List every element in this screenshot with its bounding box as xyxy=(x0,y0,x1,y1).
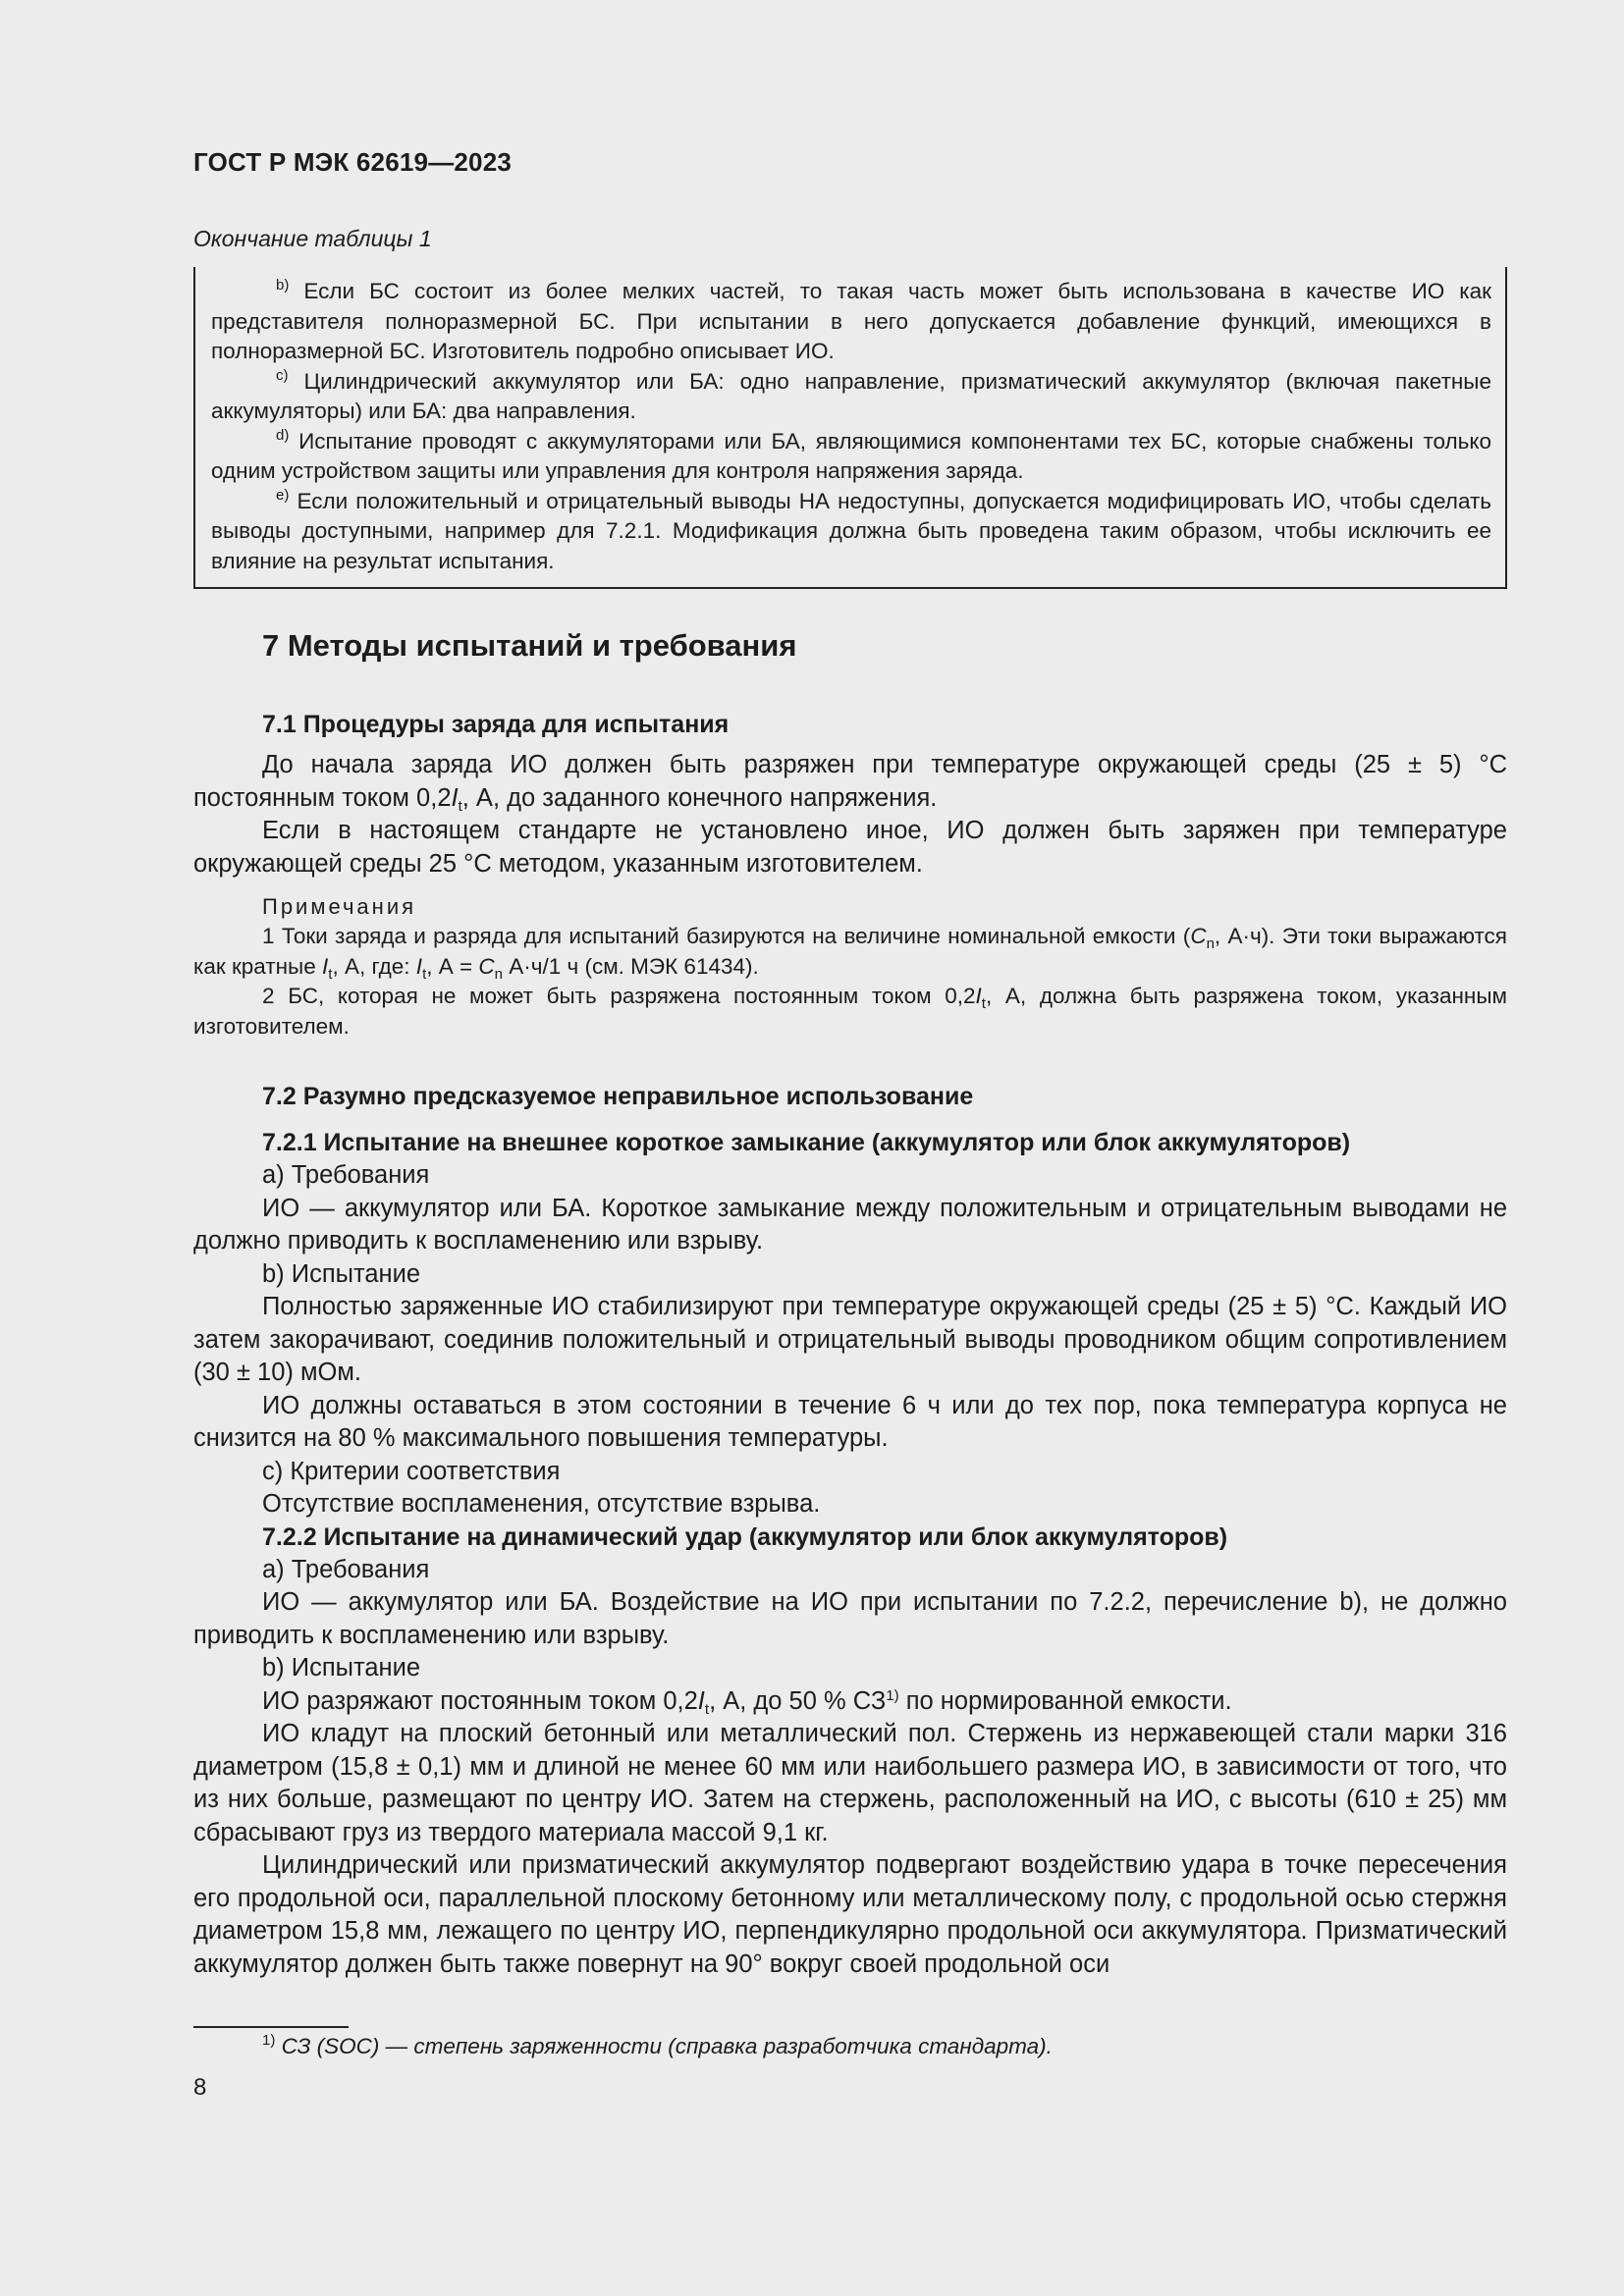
item-b-test: b) Испытание xyxy=(262,1259,421,1288)
table-note-c: $^{c)}$ Цилиндрический аккумулятор или БА: одно направление, призматический аккумулятор (включая пакетные аккумуляторы) или БА: два направления. xyxy=(211,366,1491,423)
note-1: 1 Токи заряда и разряда для испытаний базируются на величине номинальной емкости ($C_n$, А·ч). Эти токи выражаются как кратные $I_t$, А, где: $I_t$, $А = C_n$ А·ч/1 ч (см. МЭК 61434). xyxy=(193,924,1507,983)
requirements-7-2-2: ИО — аккумулятор или БА. Воздействие на ИО при испытании по 7.2.2, перечисление b), не должно приводить к воспламенению или взрыву. xyxy=(193,1588,1507,1649)
section-7-2-2-title: 7.2.2 Испытание на динамический удар (аккумулятор или блок аккумуляторов) xyxy=(262,1522,1228,1551)
page-number: 8 xyxy=(193,2074,207,2101)
item-a-requirements-2: a) Требования xyxy=(262,1555,430,1583)
item-b-test-2: b) Испытание xyxy=(262,1654,421,1682)
section-7-title: 7 Методы испытаний и требования xyxy=(262,628,797,663)
table-notes-box xyxy=(193,267,1507,589)
requirements-7-2-1: ИО — аккумулятор или БА. Короткое замыкание между положительным и отрицательным выводами не должно приводить к воспламенению или взрыву. xyxy=(193,1194,1507,1255)
table-note-e: $^{e)}$ Если положительный и отрицательный выводы НА недоступны, допускается модифицировать ИО, чтобы сделать выводы доступными, например для 7.2.1. Модификация должна быть проведена таким образом, чтобы исключить ее влияние на результат испытания. xyxy=(211,486,1491,573)
note-2: 2 БС, которая не может быть разряжена постоянным током $0,2I_t$, А, должна быть разряжена током, указанным изготовителем. xyxy=(193,984,1507,1039)
test-7-2-1-para-2: ИО должны оставаться в этом состоянии в течение 6 ч или до тех пор, пока температура корпуса не снизится на 80 % максимального повышения температуры. xyxy=(193,1391,1507,1452)
test-7-2-2-para-2: ИО кладут на плоский бетонный или металлический пол. Стержень из нержавеющей стали марки 316 диаметром (15,8 ± 0,1) мм и длиной не менее 60 мм или наибольшего размера ИО, в зависимости от того, что из них больше, размещают по центру ИО. Затем на стержень, расположенный на ИО, с высоты (610 ± 25) мм сбрасывают груз из твердого материала массой 9,1 кг. xyxy=(193,1720,1507,1846)
item-a-requirements: a) Требования xyxy=(262,1161,430,1189)
criteria-7-2-1: Отсутствие воспламенения, отсутствие взрыва. xyxy=(262,1490,821,1518)
footnote-separator xyxy=(193,2026,349,2028)
main-content xyxy=(193,616,1507,1981)
table-note-b: $^{b)}$ Если БС состоит из более мелких частей, то такая часть может быть использована в качестве ИО как представителя полноразмерной БС. При испытании в него допускается добавление функций, имеющихся в полноразмерной БС. Изготовитель подробно описывает ИО. xyxy=(211,277,1491,363)
paragraph-7-1-2: Если в настоящем стандарте не установлено иное, ИО должен быть заряжен при температуре окружающей среды 25 °С методом, указанным изготовителем. xyxy=(193,817,1507,878)
section-7-2-1-title: 7.2.1 Испытание на внешнее короткое замыкание (аккумулятор или блок аккумуляторов) xyxy=(262,1129,1351,1156)
test-7-2-2-para-1: ИО разряжают постоянным током $0,2I_t$, А, до 50 % СЗ$^{1)}$ по нормированной емкости. xyxy=(262,1686,1232,1718)
table-note-d: $^{d)}$ Испытание проводят с аккумуляторами или БА, являющимися компонентами тех БС, которые снабжены только одним устройством защиты или управления для контроля напряжения заряда. xyxy=(211,426,1491,483)
table-continuation-caption: Окончание таблицы 1 xyxy=(193,226,432,251)
footnote-1: $^{1)}$ СЗ (SOC) — степень заряженности (справка разработчика стандарта). xyxy=(262,2032,1053,2058)
test-7-2-1-para-1: Полностью заряженные ИО стабилизируют при температуре окружающей среды (25 ± 5) °С. Каждый ИО затем закорачивают, соединив положительный и отрицательный выводы проводником общим сопротивлением (30 ± 10) мОм. xyxy=(193,1293,1507,1386)
document-header: ГОСТ Р МЭК 62619—2023 xyxy=(193,147,513,177)
section-7-1-title: 7.1 Процедуры заряда для испытания xyxy=(262,711,730,738)
notes-heading: Примечания xyxy=(262,894,417,919)
paragraph-7-1-1: До начала заряда ИО должен быть разряжен при температуре окружающей среды (25 ± 5) °С постоянным током $0,2I_t$, А, до заданного конечного напряжения. xyxy=(193,751,1507,815)
test-7-2-2-para-3: Цилиндрический или призматический аккумулятор подвергают воздействию удара в точке пересечения его продольной оси, параллельной плоскому бетонному или металлическому полу, с продольной осью стержня диаметром 15,8 мм, лежащего по центру ИО, перпендикулярно продольной оси аккумулятора. Призматический аккумулятор должен быть также повернут на 90° вокруг своей продольной оси xyxy=(193,1851,1507,1978)
section-7-2-title: 7.2 Разумно предсказуемое неправильное использование xyxy=(262,1083,974,1110)
item-c-criteria: c) Критерии соответствия xyxy=(262,1457,561,1485)
